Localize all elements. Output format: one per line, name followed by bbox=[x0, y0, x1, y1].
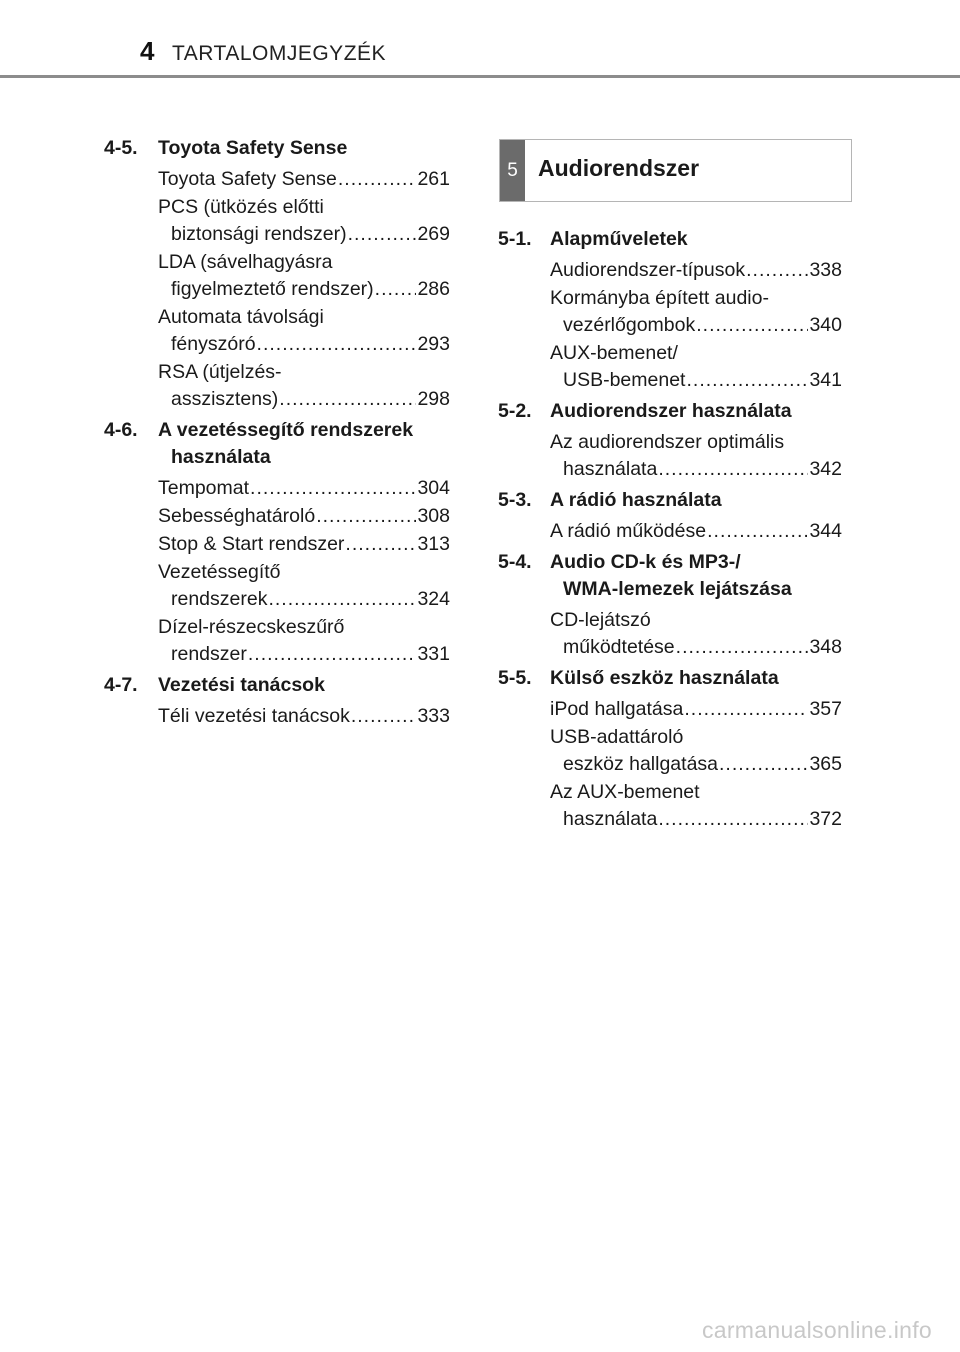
dot-leader bbox=[707, 518, 808, 545]
toc-entry-text: LDA (sávelhagyásra bbox=[158, 251, 333, 273]
toc-entry-body bbox=[158, 166, 450, 193]
dot-leader bbox=[375, 276, 417, 303]
toc-entry-text: Audiorendszer-típusok bbox=[550, 259, 746, 281]
toc-page-number: 286 bbox=[417, 278, 450, 300]
toc-page-number: 269 bbox=[417, 223, 450, 245]
toc-section-heading bbox=[498, 549, 842, 603]
toc-entry-last-line bbox=[158, 703, 450, 730]
toc-entry bbox=[104, 503, 450, 530]
toc-entry-body bbox=[158, 531, 450, 558]
dot-leader bbox=[696, 312, 808, 339]
toc-entry-last-line bbox=[550, 456, 842, 483]
toc-entry-last-line bbox=[550, 312, 842, 339]
toc-entry-text: AUX-bemenet/ bbox=[550, 342, 678, 364]
section-title: Külső eszköz használata bbox=[550, 667, 779, 689]
dot-leader bbox=[658, 806, 808, 833]
toc-entry bbox=[498, 779, 842, 833]
toc-entry-last-line bbox=[158, 166, 450, 193]
toc-page-number: 372 bbox=[809, 808, 842, 830]
toc-section-heading bbox=[104, 672, 450, 699]
toc-entry-text: Vezetéssegítő bbox=[158, 561, 281, 583]
section-title: Audiorendszer használata bbox=[550, 400, 792, 422]
toc-entry bbox=[104, 559, 450, 613]
toc-entry-text: használata bbox=[563, 458, 658, 480]
toc-entry-text: biztonsági rendszer) bbox=[171, 223, 347, 245]
dot-leader bbox=[268, 586, 416, 613]
toc-entry bbox=[104, 249, 450, 303]
dot-leader bbox=[338, 166, 417, 193]
toc-section-heading bbox=[104, 417, 450, 471]
toc-entry-text: asszisztens) bbox=[171, 388, 279, 410]
toc-entry-body bbox=[158, 559, 450, 613]
toc-section-heading bbox=[498, 487, 842, 514]
header-divider bbox=[0, 75, 960, 78]
section-number: 5-1. bbox=[498, 228, 532, 250]
toc-page-number: 357 bbox=[809, 698, 842, 720]
toc-page-number: 308 bbox=[417, 505, 450, 527]
toc-entry-text: rendszerek bbox=[171, 588, 268, 610]
toc-entry-text: Tempomat bbox=[158, 477, 250, 499]
toc-section-heading bbox=[498, 226, 842, 253]
toc-entry-text: rendszer bbox=[171, 643, 247, 665]
toc-entry-body bbox=[550, 518, 842, 545]
watermark: carmanualsonline.info bbox=[701, 1317, 932, 1343]
toc-entry-text: Kormányba épített audio- bbox=[550, 287, 769, 309]
toc-entry-text: CD-lejátszó bbox=[550, 609, 651, 631]
toc-entry-last-line bbox=[550, 806, 842, 833]
toc-entry bbox=[104, 531, 450, 558]
section-number: 4-5. bbox=[104, 137, 138, 159]
toc-entry bbox=[498, 340, 842, 394]
toc-entry-last-line bbox=[550, 257, 842, 284]
toc-entry-text: Az AUX-bemenet bbox=[550, 781, 700, 803]
toc-entry-body bbox=[158, 503, 450, 530]
toc-entry-body bbox=[550, 340, 842, 394]
toc-entry-body bbox=[158, 703, 450, 730]
toc-section-heading bbox=[498, 398, 842, 425]
dot-leader bbox=[719, 751, 808, 778]
chapter-heading bbox=[499, 139, 852, 202]
dot-leader bbox=[684, 696, 808, 723]
toc-page-number: 344 bbox=[809, 520, 842, 542]
toc-entry bbox=[498, 696, 842, 723]
section-title: használata bbox=[171, 446, 271, 468]
toc-entry-body bbox=[158, 614, 450, 668]
toc-entry-body bbox=[158, 194, 450, 248]
section-number: 5-5. bbox=[498, 667, 532, 689]
section-title: Vezetési tanácsok bbox=[158, 674, 325, 696]
toc-entry bbox=[498, 285, 842, 339]
toc-page-number: 313 bbox=[417, 533, 450, 555]
page-number: 4 bbox=[140, 36, 155, 66]
toc-entry-text: Sebességhatároló bbox=[158, 505, 316, 527]
toc-entry-text: működtetése bbox=[563, 636, 675, 658]
toc-entry-last-line bbox=[158, 531, 450, 558]
toc-entry bbox=[498, 429, 842, 483]
page-header bbox=[0, 0, 960, 80]
dot-leader bbox=[676, 634, 809, 661]
section-title: Toyota Safety Sense bbox=[158, 137, 348, 159]
toc-page-number: 348 bbox=[809, 636, 842, 658]
section-number: 5-2. bbox=[498, 400, 532, 422]
toc-entry bbox=[104, 304, 450, 358]
toc-entry-last-line bbox=[550, 696, 842, 723]
section-number: 4-7. bbox=[104, 674, 138, 696]
toc-section-heading bbox=[104, 135, 450, 162]
toc-page-number: 261 bbox=[417, 168, 450, 190]
section-title: A vezetéssegítő rendszerek bbox=[158, 419, 414, 441]
toc-entry bbox=[498, 518, 842, 545]
toc-entry-last-line bbox=[158, 641, 450, 668]
toc-page-number: 324 bbox=[417, 588, 450, 610]
toc-entry-text: Stop & Start rendszer bbox=[158, 533, 345, 555]
toc-entry-text: használata bbox=[563, 808, 658, 830]
toc-entry-body bbox=[550, 724, 842, 778]
toc-entry-text: USB-adattároló bbox=[550, 726, 684, 748]
toc-entry bbox=[104, 166, 450, 193]
toc-page-number: 341 bbox=[809, 369, 842, 391]
dot-leader bbox=[658, 456, 808, 483]
toc-entry-text: Toyota Safety Sense bbox=[158, 168, 337, 190]
dot-leader bbox=[316, 503, 416, 530]
dot-leader bbox=[250, 475, 416, 502]
toc-entry-text: PCS (ütközés előtti bbox=[158, 196, 324, 218]
page-title: TARTALOMJEGYZÉK bbox=[172, 42, 387, 65]
toc-entry bbox=[498, 257, 842, 284]
toc-page-number: 333 bbox=[417, 705, 450, 727]
section-number: 5-3. bbox=[498, 489, 532, 511]
toc-page-number: 365 bbox=[809, 753, 842, 775]
toc-entry-text: USB-bemenet bbox=[563, 369, 686, 391]
toc-entry bbox=[498, 607, 842, 661]
toc-entry-last-line bbox=[158, 386, 450, 413]
toc-entry bbox=[104, 194, 450, 248]
toc-page-number: 340 bbox=[809, 314, 842, 336]
toc-entry-text: iPod hallgatása bbox=[550, 698, 684, 720]
toc-entry-text: Dízel-részecskeszűrő bbox=[158, 616, 345, 638]
toc-right-column bbox=[498, 222, 842, 834]
toc-entry-last-line bbox=[550, 367, 842, 394]
toc-page-number: 331 bbox=[417, 643, 450, 665]
toc-entry-body bbox=[550, 779, 842, 833]
toc-entry bbox=[104, 614, 450, 668]
toc-page-number: 293 bbox=[417, 333, 450, 355]
dot-leader bbox=[351, 703, 417, 730]
toc-entry-last-line bbox=[158, 503, 450, 530]
dot-leader bbox=[279, 386, 416, 413]
chapter-title: Audiorendszer bbox=[538, 155, 700, 181]
toc-entry-text: Téli vezetési tanácsok bbox=[158, 705, 350, 727]
toc-entry-body bbox=[158, 304, 450, 358]
dot-leader bbox=[348, 221, 417, 248]
toc-entry-last-line bbox=[158, 475, 450, 502]
toc-entry-text: fényszóró bbox=[171, 333, 256, 355]
toc-entry bbox=[104, 703, 450, 730]
toc-entry-body bbox=[550, 607, 842, 661]
section-title: Audio CD-k és MP3-/ bbox=[550, 551, 741, 573]
section-title: Alapműveletek bbox=[550, 228, 688, 250]
toc-entry-text: figyelmeztető rendszer) bbox=[171, 278, 374, 300]
toc-page-number: 304 bbox=[417, 477, 450, 499]
toc-entry-last-line bbox=[550, 751, 842, 778]
toc-entry-text: vezérlőgombok bbox=[563, 314, 696, 336]
toc-entry-body bbox=[550, 285, 842, 339]
toc-entry-last-line bbox=[158, 221, 450, 248]
toc-page-number: 342 bbox=[809, 458, 842, 480]
toc-entry-text: eszköz hallgatása bbox=[563, 753, 719, 775]
toc-page-number: 338 bbox=[809, 259, 842, 281]
toc-entry-body bbox=[158, 249, 450, 303]
section-title: WMA-lemezek lejátszása bbox=[563, 578, 792, 600]
toc-entry-text: Automata távolsági bbox=[158, 306, 324, 328]
toc-entry-last-line bbox=[158, 331, 450, 358]
toc-entry-last-line bbox=[158, 586, 450, 613]
toc-entry bbox=[104, 359, 450, 413]
section-title: A rádió használata bbox=[550, 489, 722, 511]
dot-leader bbox=[248, 641, 417, 668]
toc-entry-last-line bbox=[158, 276, 450, 303]
toc-entry-last-line bbox=[550, 518, 842, 545]
toc-entry-text: Az audiorendszer optimális bbox=[550, 431, 785, 453]
toc-entry bbox=[498, 724, 842, 778]
toc-entry-body bbox=[550, 257, 842, 284]
toc-page-number: 298 bbox=[417, 388, 450, 410]
toc-entry-body bbox=[550, 696, 842, 723]
toc-entry-last-line bbox=[550, 634, 842, 661]
toc-entry-body bbox=[158, 359, 450, 413]
dot-leader bbox=[686, 367, 808, 394]
toc-entry-body bbox=[158, 475, 450, 502]
section-number: 5-4. bbox=[498, 551, 532, 573]
toc-entry bbox=[104, 475, 450, 502]
toc-entry-text: A rádió működése bbox=[550, 520, 707, 542]
toc-entry-text: RSA (útjelzés- bbox=[158, 361, 282, 383]
toc-entry-body bbox=[550, 429, 842, 483]
dot-leader bbox=[345, 531, 416, 558]
toc-section-heading bbox=[498, 665, 842, 692]
toc-left-column bbox=[104, 131, 450, 731]
dot-leader bbox=[746, 257, 808, 284]
section-number: 4-6. bbox=[104, 419, 138, 441]
dot-leader bbox=[257, 331, 417, 358]
chapter-number-tab: 5 bbox=[500, 140, 525, 201]
